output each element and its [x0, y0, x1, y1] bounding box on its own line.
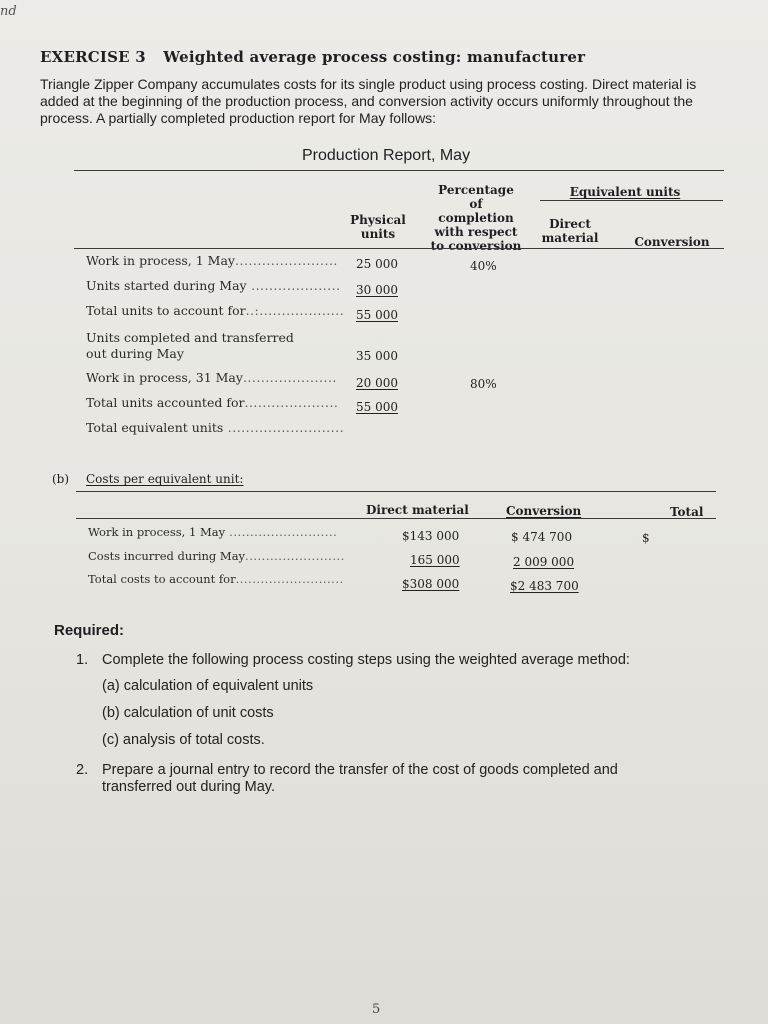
corner-text: nd [0, 4, 17, 19]
required-sub-a: (a) calculation of equivalent units [102, 678, 314, 694]
cost-row-direct-material: 165 000 [410, 553, 460, 567]
exercise-number: EXERCISE 3 [40, 48, 146, 66]
part-b-label: (b) [52, 472, 70, 486]
header-physical-units: Physical units [350, 213, 406, 241]
row-percentage: 40% [470, 259, 497, 273]
required-sub-c: (c) analysis of total costs. [102, 732, 265, 748]
cost-row-direct-material: $143 000 [402, 529, 460, 543]
row-label: Units started during May .................... [86, 278, 341, 293]
cost-row-total: $ [642, 531, 650, 545]
header-conversion: Conversion [634, 235, 710, 249]
header-equivalent-units: Equivalent units [569, 185, 681, 199]
row-label: Total units to account for..:................... [86, 303, 345, 318]
costs-header-total: Total [670, 505, 704, 519]
row-label: Total equivalent units .......................... [86, 420, 345, 435]
equivalent-units-rule [540, 200, 723, 201]
header-bottom-rule [74, 248, 724, 249]
header-percentage-completion: Percentage of completion with respect to conversion [430, 183, 522, 253]
required-title: Required: [54, 622, 125, 639]
cost-row-conversion: $ 474 700 [511, 530, 573, 544]
row-units: 55 000 [356, 400, 398, 414]
report-title: Production Report, May [302, 147, 471, 164]
row-label: Work in process, 1 May....................... [86, 253, 338, 268]
row-label: Total units accounted for..................... [86, 395, 339, 410]
cost-row-label: Work in process, 1 May .......................... [88, 525, 338, 539]
row-percentage: 80% [470, 377, 497, 391]
cost-row-direct-material: $308 000 [402, 577, 460, 591]
exercise-intro: Triangle Zipper Company accumulates costs for its single product using process costing. Direct material is added at the beginning of the production process, and conversion activity occurs uniformly throughout the process. A partially completed production report for May follows: [40, 76, 697, 126]
required-item-1-number: 1. [76, 652, 89, 668]
row-label: Units completed and transferred out during May [86, 330, 294, 361]
row-units: 20 000 [356, 376, 398, 390]
required-item-2-line-2: transferred out during May. [102, 779, 276, 795]
required-sub-b: (b) calculation of unit costs [102, 705, 274, 721]
cost-row-label: Costs incurred during May........................ [88, 549, 345, 563]
costs-header-conversion: Conversion [506, 504, 582, 518]
required-item-1-text: Complete the following process costing steps using the weighted average method: [102, 652, 630, 668]
required-item-2-line-1: Prepare a journal entry to record the transfer of the cost of goods completed and [102, 762, 618, 778]
cost-row-label: Total costs to account for.......................... [88, 572, 344, 586]
cost-row-conversion: $2 483 700 [510, 579, 579, 593]
page-number: 5 [372, 1002, 381, 1017]
row-units: 35 000 [356, 349, 398, 363]
exercise-title: Weighted average process costing: manufacturer [163, 48, 586, 66]
cost-row-conversion: 2 009 000 [513, 555, 575, 569]
row-units: 30 000 [356, 283, 398, 297]
exercise-heading [40, 48, 585, 66]
costs-top-rule [76, 491, 716, 492]
row-units: 55 000 [356, 308, 398, 322]
costs-title: Costs per equivalent unit: [86, 472, 244, 486]
row-units: 25 000 [356, 257, 398, 271]
header-direct-material: Direct material [541, 217, 599, 245]
row-label: Work in process, 31 May..................... [86, 370, 337, 385]
required-item-2-number: 2. [76, 762, 89, 778]
report-top-rule [74, 170, 724, 171]
costs-header-rule [76, 518, 716, 519]
costs-header-direct-material: Direct material [366, 503, 469, 517]
